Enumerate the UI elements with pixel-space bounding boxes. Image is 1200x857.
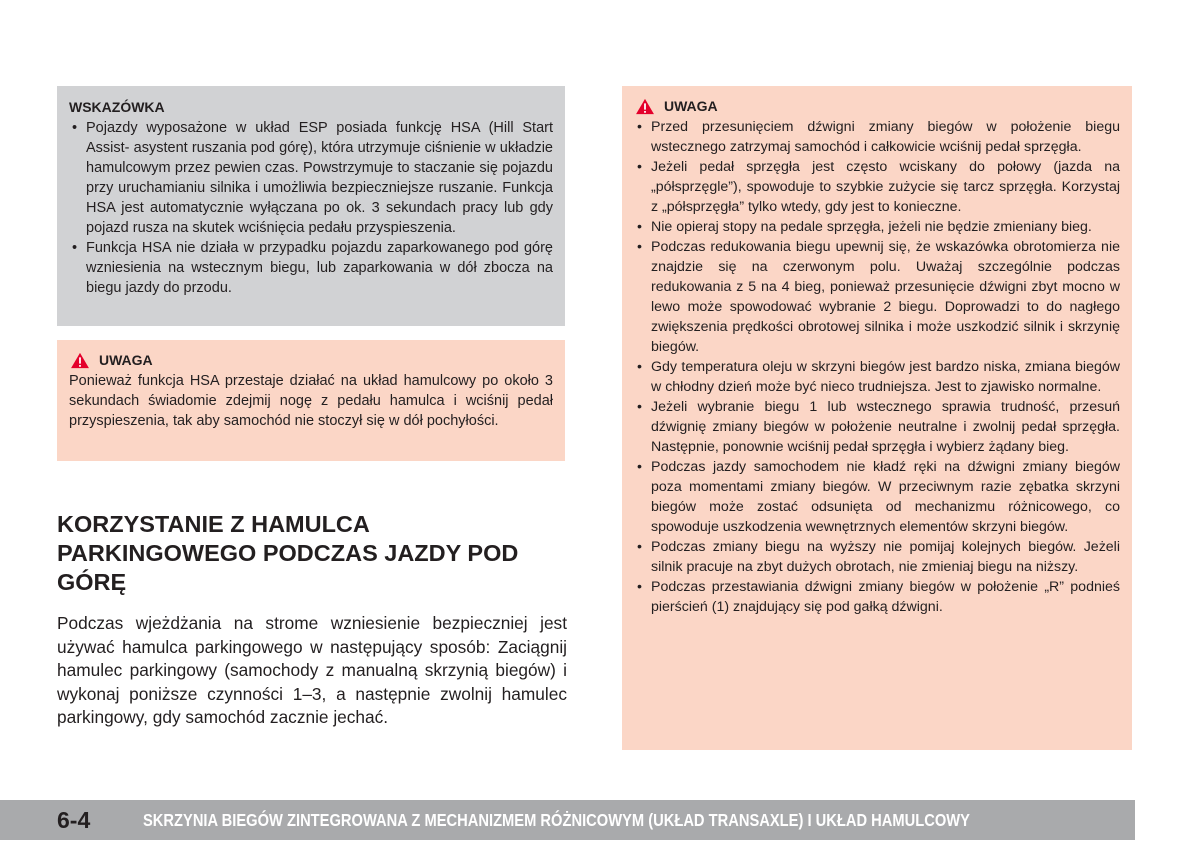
warning-title: UWAGA bbox=[664, 98, 718, 114]
note-list bbox=[69, 118, 553, 298]
list-item: • Przed przesunięciem dźwigni zmiany biegów w położenie biegu wstecznego zatrzymaj samochód i całkowicie wciśnij pedał sprzęgła. bbox=[634, 117, 1120, 157]
list-item: • Podczas redukowania biegu upewnij się, że wskazówka obrotomierza nie znajdzie się na czerwonym polu. Uważaj szczególnie podczas redukowania z 5 na 4 bieg, ponieważ przesunięcie dźwigni zbyt mocno w lewo może spowodować wybranie 2 biegu. Doprowadzi to do nagłego zwiększenia prędkości obrotowej silnika i może uszkodzić silnik i skrzynię biegów. bbox=[634, 237, 1120, 357]
list-item: • Nie opieraj stopy na pedale sprzęgła, jeżeli nie będzie zmieniany bieg. bbox=[634, 217, 1120, 237]
note-box bbox=[57, 86, 565, 326]
section-body: Podczas wjeżdżania na strome wzniesienie bezpieczniej jest używać hamulca parkingowego w następujący sposób: Zaciągnij hamulec parkingowy (samochody z manualną skrzynią biegów) i wykonaj poniższe czynności 1–3, a następnie zwolnij hamulec parkingowy, gdy samochód zacznie jechać. bbox=[57, 613, 567, 727]
note-title: WSKAZÓWKA bbox=[69, 99, 165, 115]
warning-list bbox=[634, 117, 1120, 617]
list-item: • Podczas zmiany biegu na wyższy nie pomijaj kolejnych biegów. Jeżeli silnik pracuje na zbyt dużych obrotach, nie zmieniaj biegu na niższy. bbox=[634, 537, 1120, 577]
warning-header-left bbox=[69, 351, 553, 369]
page-footer bbox=[0, 800, 1135, 840]
section-heading: KORZYSTANIE Z HAMULCA PARKINGOWEGO PODCZAS JAZDY POD GÓRĘ bbox=[57, 511, 519, 595]
warning-header-right bbox=[634, 97, 1120, 115]
list-item: • Pojazdy wyposażone w układ ESP posiada funkcję HSA (Hill Start Assist- asystent ruszania pod górę), która utrzymuje ciśnienie w układzie hamulcowym przez pewien czas. Powstrzymuje to staczanie się pojazdu przy uruchamianiu silnika i umożliwia bezpieczniejsze ruszanie. Funkcja HSA jest automatycznie wyłączana po ok. 3 sekundach pracy lub gdy pojazd rusza na skutek wciśnięcia pedału przyspieszenia. bbox=[69, 118, 553, 238]
list-item: • Jeżeli wybranie biegu 1 lub wstecznego sprawia trudność, przesuń dźwignię zmiany biegów w położenie neutralne i zwolnij pedał sprzęgła. Następnie, ponownie wciśnij pedał sprzęgła i wybierz żądany bieg. bbox=[634, 397, 1120, 457]
warning-title: UWAGA bbox=[99, 352, 153, 368]
page-number: 6-4 bbox=[57, 807, 91, 833]
warning-triangle-icon bbox=[634, 98, 656, 115]
chapter-title: SKRZYNIA BIEGÓW ZINTEGROWANA Z MECHANIZMEM RÓŻNICOWYM (UKŁAD TRANSAXLE) I UKŁAD HAMULCOWY bbox=[143, 810, 970, 830]
list-item: • Podczas przestawiania dźwigni zmiany biegów w położenie „R” podnieś pierścień (1) znajdujący się pod gałką dźwigni. bbox=[634, 577, 1120, 617]
warning-box-left bbox=[57, 340, 565, 461]
warning-text: Ponieważ funkcja HSA przestaje działać na układ hamulcowy po około 3 sekundach świadomie zdejmij nogę z pedału hamulca i wciśnij pedał przyspieszenia, tak aby samochód nie stoczył się w dół pochyłości. bbox=[69, 373, 553, 429]
list-item: • Funkcja HSA nie działa w przypadku pojazdu zaparkowanego pod górę wzniesienia na wstecznym biegu, lub zaparkowania w dół zbocza na biegu jazdy do przodu. bbox=[69, 238, 553, 298]
list-item: • Jeżeli pedał sprzęgła jest często wciskany do połowy (jazda na „półsprzęgle”), spowoduje to szybkie zużycie się tarcz sprzęgła. Korzystaj z „półsprzęgła” tylko wtedy, gdy jest to konieczne. bbox=[634, 157, 1120, 217]
warning-triangle-icon bbox=[69, 352, 91, 369]
list-item: • Gdy temperatura oleju w skrzyni biegów jest bardzo niska, zmiana biegów w chłodny dzień może być nieco trudniejsza. Jest to zjawisko normalne. bbox=[634, 357, 1120, 397]
list-item: • Podczas jazdy samochodem nie kładź ręki na dźwigni zmiany biegów poza momentami zmiany biegów. W przeciwnym razie zębatka skrzyni biegów może zostać odsunięta od mechanizmu różnicowego, co spowoduje uszkodzenia wewnętrznych elementów skrzyni biegów. bbox=[634, 457, 1120, 537]
warning-box-right bbox=[622, 86, 1132, 750]
